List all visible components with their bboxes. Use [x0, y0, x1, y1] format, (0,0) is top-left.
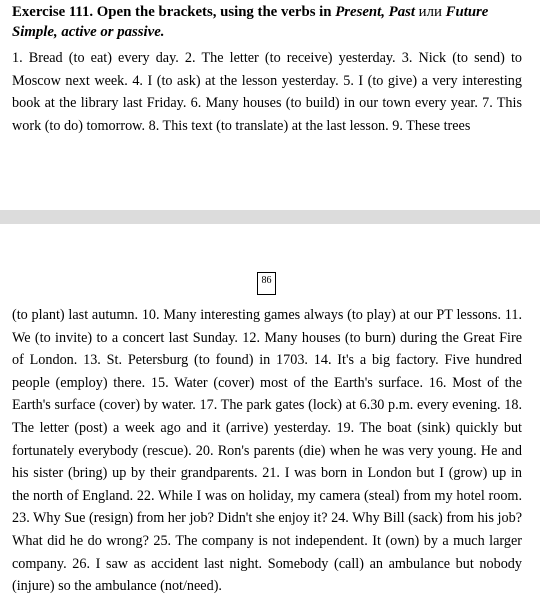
page-separator [0, 210, 540, 224]
heading-text: Exercise 111. Open the brackets, using the verbs in [12, 4, 336, 20]
heading-ili: или [418, 4, 442, 20]
page-top [0, 0, 540, 210]
page-number: 86 [257, 272, 276, 295]
heading-past: Past [388, 4, 415, 20]
exercise-text-page1: 1. Bread (to eat) every day. 2. The letter (to receive) yesterday. 3. Nick (to send) to Moscow next week. 4. I (to ask) at the lesson yesterday. 5. I (to give) a very interesting book at the library last Friday. 6. Many houses (to build) in our town every year. 7. This work (to do) tomorrow. 8. This text (to translate) at the last lesson. 9. These trees [12, 50, 522, 134]
heading-future: Future [445, 4, 489, 20]
exercise-heading [12, 2, 524, 42]
exercise-text-page2: (to plant) last autumn. 10. Many interesting games always (to play) at our PT lessons. 11. We (to invite) to a concert last Sunday. 12. Many houses (to burn) during the Great Fire of London. 13. St. Petersburg (to found) in 1703. 14. It's a big factory. Five hundred people (employ) there. 15. Water (cover) most of the Earth's surface. 16. Most of the Earth's surface (cover) by water. 17. The park gates (lock) at 6.30 p.m. every evening. 18. The letter (post) a week ago and it (arrive) yesterday. 19. The boat (sink) quickly but fortunately everybody (rescue). 20. Ron's parents (die) when he was very young. He and his sister (bring) up by their grandparents. 21. I was born in London but I (grow) up in the north of England. 22. While I was on holiday, my camera (steal) from my hotel room. 23. Why Sue (resign) from her job? Didn't she enjoy it? 24. Why Bill (sack) from his job? What did he do wrong? 25. The company is not independent. It (own) by a much larger company. 26. I saw as accident last night. Somebody (call) an ambulance but nobody (injure) so the ambulance (not/need). [12, 307, 522, 595]
heading-line2: Simple, active or passive. [12, 24, 165, 40]
heading-present: Present, [335, 4, 385, 20]
page-bottom [0, 224, 540, 602]
